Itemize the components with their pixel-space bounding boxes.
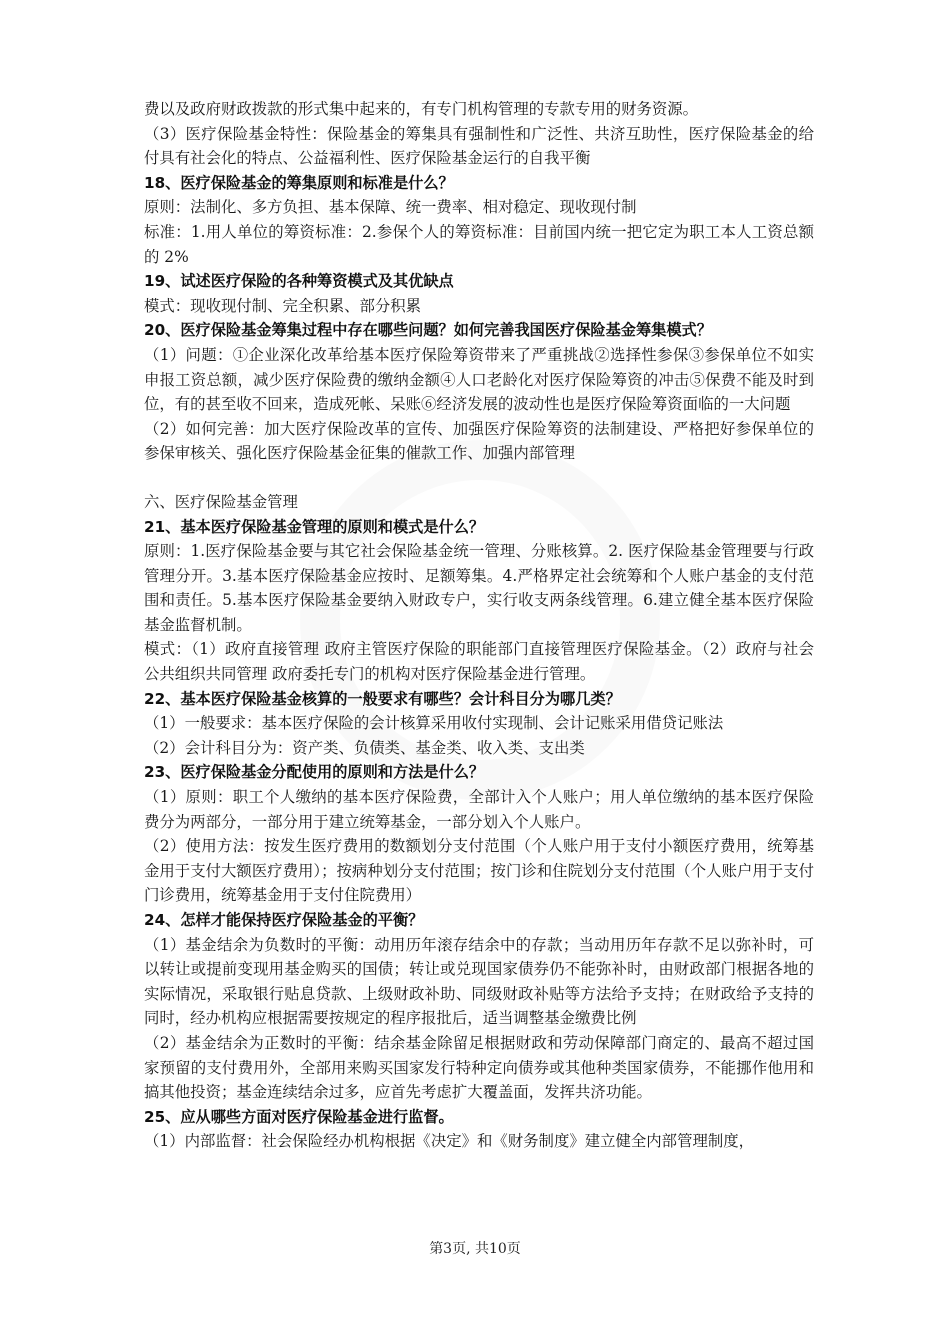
body-paragraph: （1）原则：职工个人缴纳的基本医疗保险费，全部计入个人账户；用人单位缴纳的基本医疗保险费分为两部分，一部分用于建立统筹基金，一部分划入个人账户。 (144, 788, 814, 831)
question-heading: 20、医疗保险基金筹集过程中存在哪些问题？如何完善我国医疗保险基金筹集模式？ (144, 321, 712, 340)
body-paragraph: 模式：现收现付制、完全积累、部分积累 (144, 296, 422, 315)
body-paragraph: （1）一般要求：基本医疗保险的会计核算采用收付实现制、会计记账采用借贷记账法 (144, 714, 724, 733)
body-paragraph: （1）问题：①企业深化改革给基本医疗保险筹资带来了严重挑战②选择性参保③参保单位不如实申报工资总额，减少医疗保险费的缴纳金额④人口老龄化对医疗保险筹资的冲击⑤保费不能及时到位，有的甚至收不回来，造成死帐、呆账⑥经济发展的波动性也是医疗保险筹资面临的一大问题 (144, 345, 814, 414)
question-heading: 18、医疗保险基金的筹集原则和标准是什么？ (144, 173, 454, 192)
body-paragraph: （1）基金结余为负数时的平衡：动用历年滚存结余中的存款；当动用历年存款不足以弥补时，可以转让或提前变现用基金购买的国债；转让或兑现国家债券仍不能弥补时，由财政部门根据各地的实际情况，采取银行贴息贷款、上级财政补助、同级财政补贴等方法给予支持；在财政给予支持的同时，经办机构应根据需要按规定的程序报批后，适当调整基金缴费比例 (144, 935, 814, 1028)
body-paragraph: （2）如何完善：加大医疗保险改革的宣传、加强医疗保险筹资的法制建设、严格把好参保单位的参保审核关、强化医疗保险基金征集的催款工作、加强内部管理 (144, 419, 814, 463)
question-heading: 23、医疗保险基金分配使用的原则和方法是什么？ (144, 763, 485, 782)
question-heading: 25、应从哪些方面对医疗保险基金进行监督。 (144, 1107, 454, 1126)
question-heading: 24、怎样才能保持医疗保险基金的平衡？ (144, 911, 424, 929)
body-paragraph: 原则：法制化、多方负担、基本保障、统一费率、相对稳定、现收现付制 (144, 198, 637, 217)
body-paragraph: （2）使用方法：按发生医疗费用的数额划分支付范围（个人账户用于支付小额医疗费用，统筹基金用于支付大额医疗费用）；按病种划分支付范围；按门诊和住院划分支付范围（个人账户用于支付门诊费用，统筹基金用于支付住院费用） (144, 837, 814, 905)
page-number: 第3页, 共10页 (429, 1241, 521, 1257)
question-heading: 21、基本医疗保险基金管理的原则和模式是什么？ (144, 517, 485, 536)
body-paragraph: （3）医疗保险基金特性：保险基金的筹集具有强制性和广泛性、共济互助性，医疗保险基金的给付具有社会化的特点、公益福利性、医疗保险基金运行的自我平衡 (144, 124, 814, 168)
question-heading: 19、试述医疗保险的各种筹资模式及其优缺点 (144, 272, 454, 291)
body-paragraph: （2）基金结余为正数时的平衡：结余基金除留足根据财政和劳动保障部门商定的、最高不超过国家预留的支付费用外，全部用来购买国家发行特种定向债券或其他种类国家债券，不能挪作他用和搞其他投资；基金连续结余过多，应首先考虑扩大覆盖面，发挥共济功能。 (144, 1033, 814, 1102)
body-paragraph: 标准：1.用人单位的筹资标准：2.参保个人的筹资标准：目前国内统一把它定为职工本人工资总额的 2% (144, 222, 814, 266)
body-paragraph: （1）内部监督：社会保险经办机构根据《决定》和《财务制度》建立健全内部管理制度， (144, 1132, 755, 1151)
body-paragraph: （2）会计科目分为：资产类、负债类、基金类、收入类、支出类 (144, 738, 585, 757)
document-body (144, 97, 814, 1154)
section-title: 六、医疗保险基金管理 (144, 492, 298, 511)
body-paragraph: 原则：1.医疗保险基金要与其它社会保险基金统一管理、分账核算。2. 医疗保险基金管理要与行政管理分开。3.基本医疗保险基金应按时、足额筹集。4.严格界定社会统筹和个人账户基金的支付范围和责任。5.基本医疗保险基金要纳入财政专户，实行收支两条线管理。6.建立健全基本医疗保险基金监督机制。 (144, 542, 814, 634)
question-heading: 22、基本医疗保险基金核算的一般要求有哪些？会计科目分为哪几类？ (144, 689, 621, 708)
body-paragraph: 费以及政府财政拨款的形式集中起来的，有专门机构管理的专款专用的财务资源。 (144, 100, 699, 118)
body-paragraph: 模式：（1）政府直接管理 政府主管医疗保险的职能部门直接管理医疗保险基金。（2）政府与社会公共组织共同管理 政府委托专门的机构对医疗保险基金进行管理。 (144, 640, 814, 684)
